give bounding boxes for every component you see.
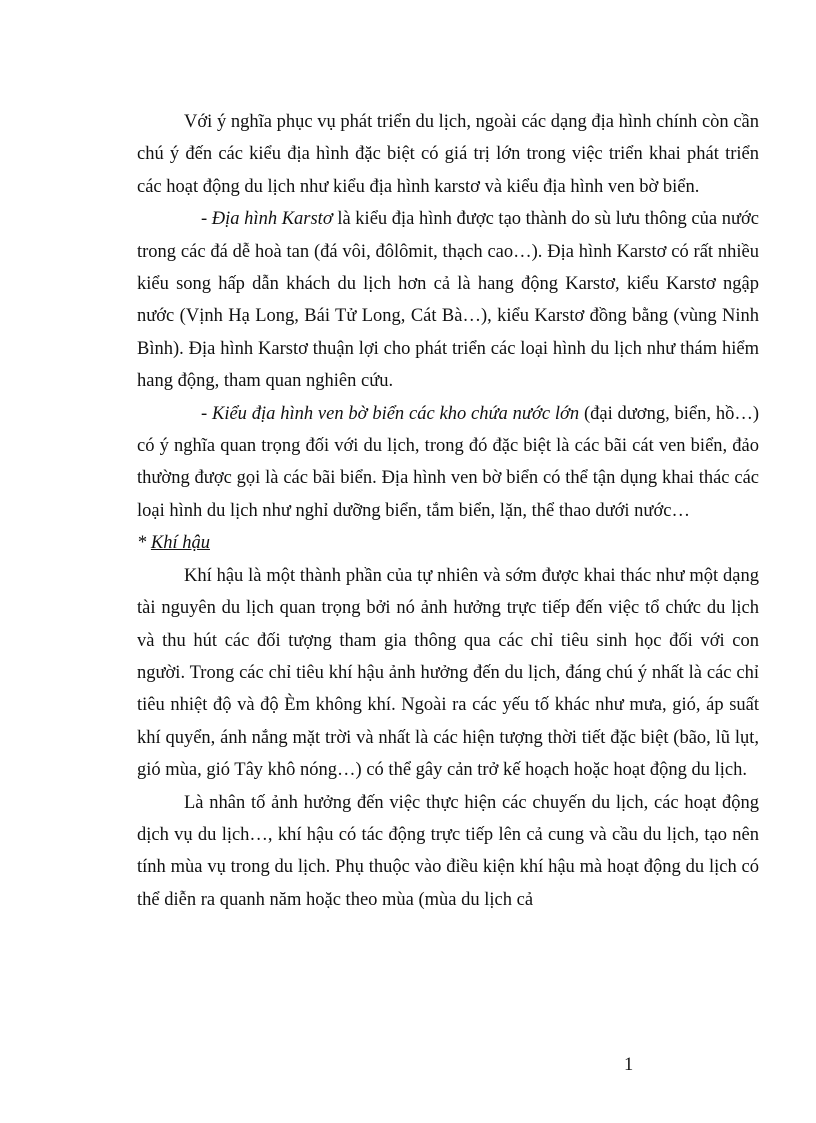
term-coastal-terrain: Kiểu địa hình ven bờ biển các kho chứa nước lớn xyxy=(211,403,580,424)
term-karst-terrain: Địa hình Karstơ xyxy=(211,209,333,230)
paragraph-climate-impact: Là nhân tố ảnh hưởng đến việc thực hiện các chuyến du lịch, các hoạt động dịch vụ du lịch…, khí hậu có tác động trực tiếp lên cả cung và cầu du lịch, tạo nên tính mùa vụ trong du lịch. Phụ thuộc vào điều kiện khí hậu mà hoạt động du lịch có thể diễn ra quanh năm hoặc theo mùa (mùa du lịch cả xyxy=(137,792,759,910)
page-number: 1 xyxy=(624,1055,634,1075)
coastal-description: (đại dương, biển, hồ…) có ý nghĩa quan trọng đối với du lịch, trong đó đặc biệt là các bãi cát ven biển, đảo thường được gọi là các bãi biển. Địa hình ven bờ biển có thể tận dụng khai thác các loại hình du lịch như nghỉ dưỡng biển, tắm biển, lặn, thể thao dưới nước… xyxy=(137,403,759,521)
document-body xyxy=(137,106,759,916)
karst-description: là kiểu địa hình được tạo thành do sù lưu thông của nước trong các đá dễ hoà tan (đá vôi, đôlômit, thạch cao…). Địa hình Karstơ có rất nhiều kiểu song hấp dẫn khách du lịch hơn cả là hang động Karstơ, kiểu Karstơ ngập nước (Vịnh Hạ Long, Bái Tử Long, Cát Bà…), kiểu Karstơ đồng bằng (vùng Ninh Bình). Địa hình Karstơ thuận lợi cho phát triển các loại hình du lịch như thám hiểm hang động, tham quan nghiên cứu. xyxy=(137,209,759,392)
paragraph-karst-terrain xyxy=(137,203,759,397)
heading-label: Khí hậu xyxy=(150,533,210,554)
heading-bullet: * xyxy=(137,533,151,554)
paragraph-climate-resource: Khí hậu là một thành phần của tự nhiên và sớm được khai thác như một dạng tài nguyên du lịch quan trọng bởi nó ảnh hưởng trực tiếp đến việc tổ chức du lịch và thu hút các đối tượng tham gia thông qua các chỉ tiêu sinh học đối với con người. Trong các chỉ tiêu khí hậu ảnh hưởng đến du lịch, đáng chú ý nhất là các chỉ tiêu nhiệt độ và độ Èm không khí. Ngoài ra các yếu tố khác như mưa, gió, áp suất khí quyển, ánh nắng mặt trời và nhất là các hiện tượng thời tiết đặc biệt (bão, lũ lụt, gió mùa, gió Tây khô nóng…) có thể gây cản trở kế hoạch hoặc hoạt động du lịch. xyxy=(137,565,759,781)
paragraph-coastal-terrain xyxy=(137,398,759,528)
paragraph-terrain-intro: Với ý nghĩa phục vụ phát triển du lịch, ngoài các dạng địa hình chính còn cần chú ý đến các kiểu địa hình đặc biệt có giá trị lớn trong việc triển khai phát triển các hoạt động du lịch như kiểu địa hình karstơ và kiểu địa hình ven bờ biển. xyxy=(137,112,759,197)
dash-marker: - xyxy=(201,209,212,230)
section-heading-climate xyxy=(137,527,759,559)
dash-marker: - xyxy=(201,403,212,424)
